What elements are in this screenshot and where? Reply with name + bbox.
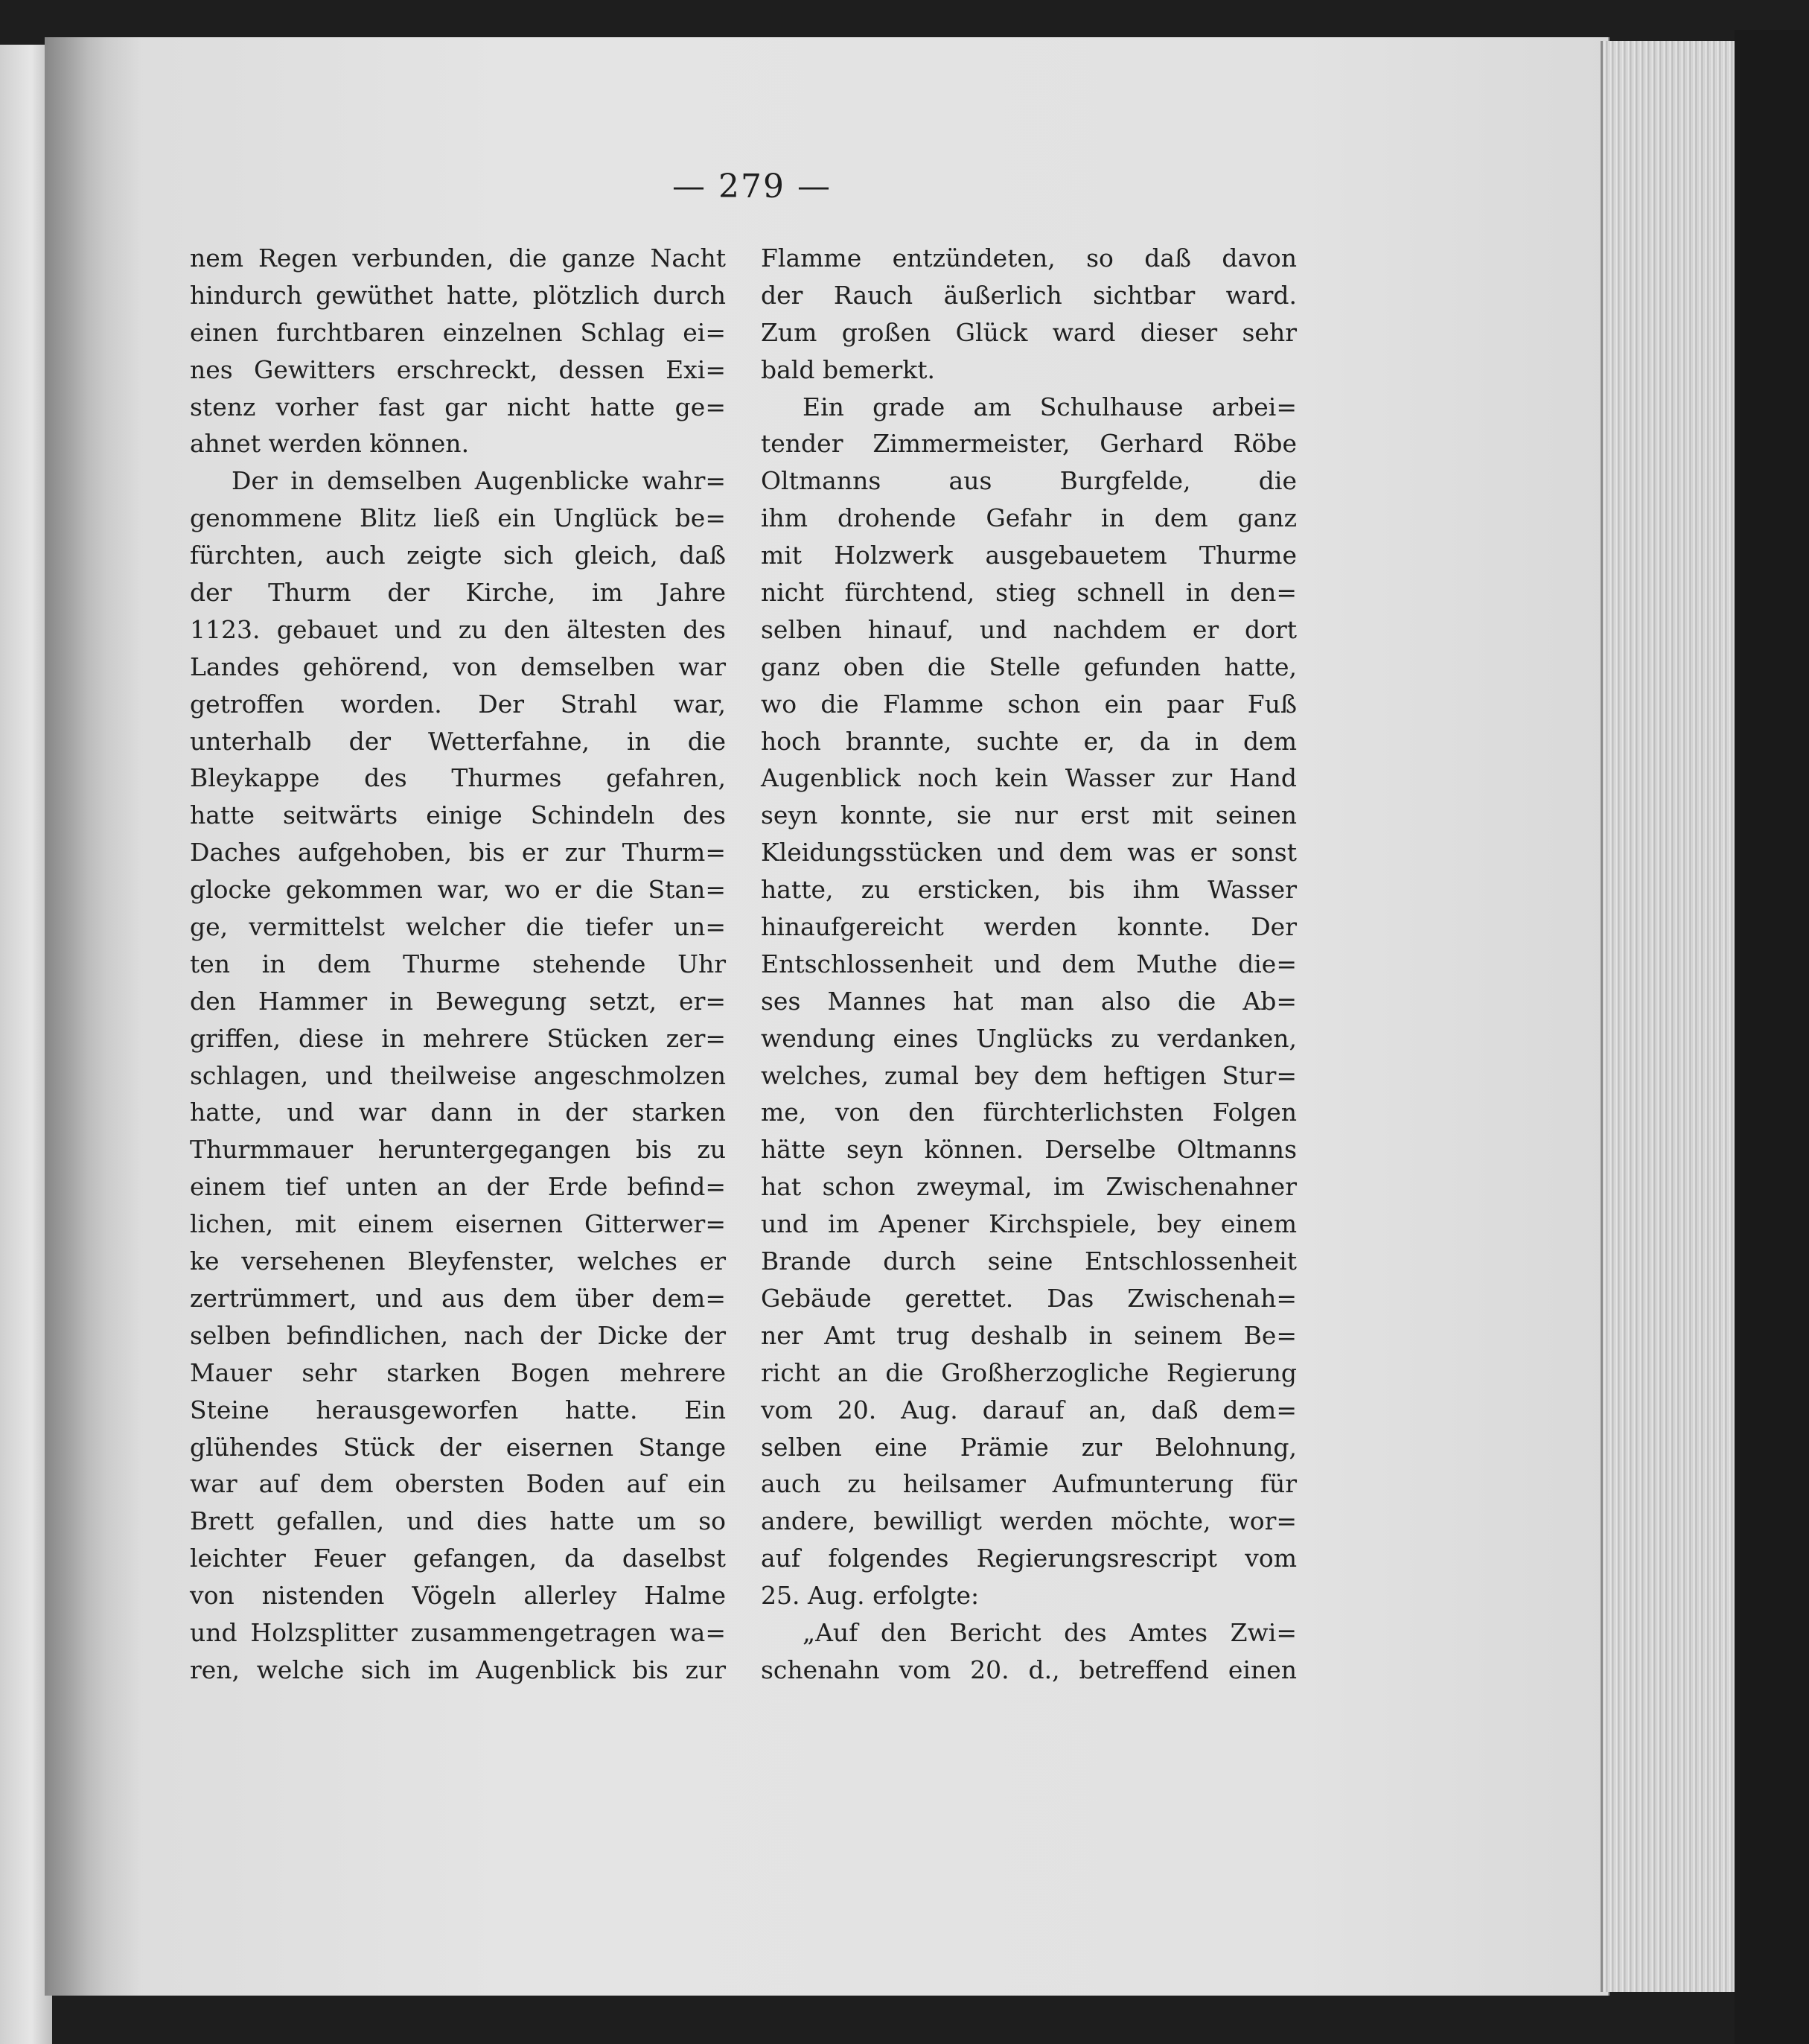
text-line: Steine herausgeworfen hatte. Ein [190, 1395, 726, 1424]
page-stack-edge [1601, 41, 1737, 1992]
text-line: unterhalb der Wetterfahne, in die [190, 726, 726, 756]
text-line: der Rauch äußerlich sichtbar ward. [761, 280, 1297, 310]
text-line: wo die Flamme schon ein paar Fuß [761, 689, 1297, 719]
text-line: Kleidungsstücken und dem was er sonst [761, 838, 1297, 867]
text-line: ner Amt trug deshalb in seinem Be= [761, 1320, 1297, 1350]
text-line: Brett gefallen, und dies hatte um so [190, 1506, 726, 1536]
text-line: Daches aufgehoben, bis er zur Thurm= [190, 838, 726, 867]
text-line: bald bemerkt. [761, 354, 935, 384]
text-line: schlagen, und theilweise angeschmolzen [190, 1060, 726, 1090]
text-line: Landes gehörend, von demselben war [190, 652, 726, 681]
text-line: Brande durch seine Entschlossenheit [761, 1247, 1297, 1276]
text-line: ten in dem Thurme stehende Uhr [190, 949, 726, 978]
text-line: zertrümmert, und aus dem über dem= [190, 1283, 726, 1313]
text-line: Augenblick noch kein Wasser zur Hand [761, 763, 1297, 793]
text-line: Thurmmauer heruntergegangen bis zu [190, 1135, 726, 1165]
text-line: tender Zimmermeister, Gerhard Röbe [761, 429, 1297, 459]
text-line: hatte seitwärts einige Schindeln des [190, 800, 726, 830]
text-line: einen furchtbaren einzelnen Schlag ei= [190, 317, 726, 347]
text-line: schenahn vom 20. d., betreffend einen [761, 1655, 1297, 1684]
right-text-column [761, 240, 1297, 1689]
text-line: von nistenden Vögeln allerley Halme [190, 1581, 726, 1611]
text-line: hatte, zu ersticken, bis ihm Wasser [761, 875, 1297, 905]
text-line: einem tief unten an der Erde befind= [190, 1172, 726, 1202]
text-line: Ein grade am Schulhause arbei= [803, 392, 1297, 421]
text-line: Zum großen Glück ward dieser sehr [761, 317, 1297, 347]
gutter-shadow [45, 37, 141, 1996]
text-line: richt an die Großherzogliche Regierung [761, 1357, 1297, 1387]
left-text-column [190, 240, 726, 1689]
text-line: Mauer sehr starken Bogen mehrere [190, 1357, 726, 1387]
text-line: mit Holzwerk ausgebauetem Thurme [761, 541, 1297, 570]
text-line: ke versehenen Bleyfenster, welches er [190, 1247, 726, 1276]
text-line: wendung eines Unglücks zu verdanken, [761, 1023, 1297, 1053]
text-line: auf folgendes Regierungsrescript vom [761, 1544, 1297, 1573]
text-line: Der in demselben Augenblicke wahr= [232, 466, 726, 496]
text-line: Gebäude gerettet. Das Zwischenah= [761, 1283, 1297, 1313]
text-line: auch zu heilsamer Aufmunterung für [761, 1469, 1297, 1499]
text-line: war auf dem obersten Boden auf ein [190, 1469, 726, 1499]
text-line: glühendes Stück der eisernen Stange [190, 1432, 726, 1462]
text-line: Flamme entzündeten, so daß davon [761, 243, 1297, 273]
text-line: und Holzsplitter zusammengetragen wa= [190, 1617, 726, 1647]
text-line: hindurch gewüthet hatte, plötzlich durch [190, 280, 726, 310]
text-line: andere, bewilligt werden möchte, wor= [761, 1506, 1297, 1536]
text-line: me, von den fürchterlichsten Folgen [761, 1098, 1297, 1127]
text-line: hat schon zweymal, im Zwischenahner [761, 1172, 1297, 1202]
text-line: Oltmanns aus Burgfelde, die [761, 466, 1297, 496]
text-line: selben eine Prämie zur Belohnung, [761, 1432, 1297, 1462]
text-line: Bleykappe des Thurmes gefahren, [190, 763, 726, 793]
text-line: hinaufgereicht werden konnte. Der [761, 912, 1297, 942]
text-line: griffen, diese in mehrere Stücken zer= [190, 1023, 726, 1053]
text-line: hatte, und war dann in der starken [190, 1098, 726, 1127]
text-line: 1123. gebauet und zu den ältesten des [190, 614, 726, 644]
text-line: selben hinauf, und nachdem er dort [761, 614, 1297, 644]
text-line: nicht fürchtend, stieg schnell in den= [761, 578, 1297, 608]
text-line: glocke gekommen war, wo er die Stan= [190, 875, 726, 905]
text-line: hätte seyn können. Derselbe Oltmanns [761, 1135, 1297, 1165]
text-line: ihm drohende Gefahr in dem ganz [761, 503, 1297, 533]
text-line: genommene Blitz ließ ein Unglück be= [190, 503, 726, 533]
text-line: Entschlossenheit und dem Muthe die= [761, 949, 1297, 978]
text-line: ses Mannes hat man also die Ab= [761, 986, 1297, 1016]
text-line: stenz vorher fast gar nicht hatte ge= [190, 392, 726, 421]
text-line: leichter Feuer gefangen, da daselbst [190, 1544, 726, 1573]
text-line: fürchten, auch zeigte sich gleich, daß [190, 541, 726, 570]
text-line: „Auf den Bericht des Amtes Zwi= [803, 1617, 1297, 1647]
text-line: ahnet werden können. [190, 429, 470, 459]
text-line: selben befindlichen, nach der Dicke der [190, 1320, 726, 1350]
text-line: ge, vermittelst welcher die tiefer un= [190, 912, 726, 942]
text-line: nes Gewitters erschreckt, dessen Exi= [190, 354, 726, 384]
text-line: der Thurm der Kirche, im Jahre [190, 578, 726, 608]
text-line: den Hammer in Bewegung setzt, er= [190, 986, 726, 1016]
text-line: 25. Aug. erfolgte: [761, 1581, 980, 1611]
text-line: hoch brannte, suchte er, da in dem [761, 726, 1297, 756]
text-line: ren, welche sich im Augenblick bis zur [190, 1655, 726, 1684]
text-line: nem Regen verbunden, die ganze Nacht [190, 243, 726, 273]
text-line: lichen, mit einem eisernen Gitterwer= [190, 1209, 726, 1239]
text-line: ganz oben die Stelle gefunden hatte, [761, 652, 1297, 681]
text-line: welches, zumal bey dem heftigen Stur= [761, 1060, 1297, 1090]
text-line: und im Apener Kirchspiele, bey einem [761, 1209, 1297, 1239]
text-line: getroffen worden. Der Strahl war, [190, 689, 726, 719]
page-number: — 279 — [672, 168, 832, 206]
text-line: seyn konnte, sie nur erst mit seinen [761, 800, 1297, 830]
background-margin [1735, 30, 1809, 2044]
text-line: vom 20. Aug. darauf an, daß dem= [761, 1395, 1297, 1424]
